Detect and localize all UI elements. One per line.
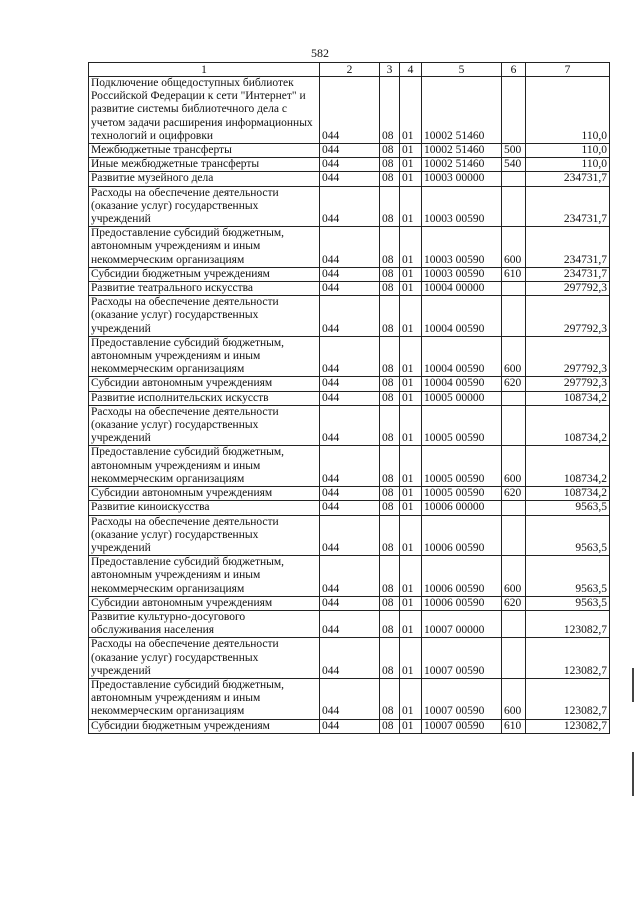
expense-name-cell: Развитие исполнительских искусств — [89, 391, 320, 405]
target-article-cell: 10004 00590 — [422, 377, 502, 391]
column-header: 3 — [380, 63, 400, 77]
expense-type-cell — [502, 638, 526, 679]
target-article-cell: 10006 00590 — [422, 515, 502, 556]
expense-name-cell: Развитие киноискусства — [89, 501, 320, 515]
expense-name-cell: Подключение общедоступных библиотек Российской Федерации к сети "Интернет" и развитие системы библиотечного дела с учетом задачи расширения информационных технологий и оцифровки — [89, 77, 320, 144]
table-row — [89, 336, 610, 377]
expense-type-cell — [502, 515, 526, 556]
target-article-cell: 10004 00000 — [422, 282, 502, 296]
subsection-code-cell: 01 — [400, 487, 422, 501]
amount-cell: 108734,2 — [526, 405, 610, 446]
table-row — [89, 77, 610, 144]
section-code-cell: 08 — [380, 172, 400, 186]
amount-cell: 9563,5 — [526, 596, 610, 610]
column-header: 5 — [422, 63, 502, 77]
subsection-code-cell: 01 — [400, 172, 422, 186]
target-article-cell: 10002 51460 — [422, 158, 502, 172]
budget-table — [88, 62, 610, 734]
expense-name-cell: Предоставление субсидий бюджетным, автономным учреждениям и иным некоммерческим организациям — [89, 336, 320, 377]
expense-name-cell: Расходы на обеспечение деятельности (оказание услуг) государственных учреждений — [89, 186, 320, 227]
expense-name-cell: Субсидии автономным учреждениям — [89, 377, 320, 391]
section-code-cell: 08 — [380, 446, 400, 487]
admin-code-cell: 044 — [320, 405, 380, 446]
admin-code-cell: 044 — [320, 144, 380, 158]
section-code-cell: 08 — [380, 186, 400, 227]
expense-name-cell: Развитие музейного дела — [89, 172, 320, 186]
column-header: 1 — [89, 63, 320, 77]
admin-code-cell: 044 — [320, 158, 380, 172]
expense-type-cell — [502, 405, 526, 446]
table-row — [89, 186, 610, 227]
table-row — [89, 501, 610, 515]
table-row — [89, 158, 610, 172]
target-article-cell: 10004 00590 — [422, 296, 502, 337]
section-code-cell: 08 — [380, 596, 400, 610]
expense-name-cell: Субсидии бюджетным учреждениям — [89, 267, 320, 281]
expense-type-cell: 610 — [502, 267, 526, 281]
expense-type-cell: 620 — [502, 487, 526, 501]
column-header: 4 — [400, 63, 422, 77]
scan-edge-mark — [632, 668, 634, 702]
expense-type-cell: 610 — [502, 719, 526, 733]
target-article-cell: 10005 00000 — [422, 391, 502, 405]
expense-name-cell: Расходы на обеспечение деятельности (оказание услуг) государственных учреждений — [89, 405, 320, 446]
target-article-cell: 10003 00590 — [422, 186, 502, 227]
target-article-cell: 10007 00000 — [422, 610, 502, 637]
column-header: 7 — [526, 63, 610, 77]
admin-code-cell: 044 — [320, 77, 380, 144]
expense-type-cell: 620 — [502, 596, 526, 610]
admin-code-cell: 044 — [320, 267, 380, 281]
amount-cell: 108734,2 — [526, 487, 610, 501]
amount-cell: 234731,7 — [526, 227, 610, 268]
subsection-code-cell: 01 — [400, 501, 422, 515]
admin-code-cell: 044 — [320, 377, 380, 391]
target-article-cell: 10005 00590 — [422, 405, 502, 446]
subsection-code-cell: 01 — [400, 267, 422, 281]
section-code-cell: 08 — [380, 719, 400, 733]
table-row — [89, 377, 610, 391]
expense-type-cell — [502, 172, 526, 186]
admin-code-cell: 044 — [320, 596, 380, 610]
subsection-code-cell: 01 — [400, 678, 422, 719]
expense-type-cell — [502, 77, 526, 144]
section-code-cell: 08 — [380, 515, 400, 556]
admin-code-cell: 044 — [320, 172, 380, 186]
target-article-cell: 10005 00590 — [422, 446, 502, 487]
target-article-cell: 10002 51460 — [422, 77, 502, 144]
admin-code-cell: 044 — [320, 296, 380, 337]
scan-edge-mark — [632, 752, 634, 796]
column-header: 6 — [502, 63, 526, 77]
expense-name-cell: Развитие театрального искусства — [89, 282, 320, 296]
subsection-code-cell: 01 — [400, 158, 422, 172]
amount-cell: 297792,3 — [526, 336, 610, 377]
section-code-cell: 08 — [380, 377, 400, 391]
table-row — [89, 678, 610, 719]
section-code-cell: 08 — [380, 282, 400, 296]
section-code-cell: 08 — [380, 144, 400, 158]
table-row — [89, 405, 610, 446]
expense-type-cell — [502, 282, 526, 296]
subsection-code-cell: 01 — [400, 515, 422, 556]
table-row — [89, 596, 610, 610]
expense-type-cell: 600 — [502, 678, 526, 719]
expense-name-cell: Расходы на обеспечение деятельности (оказание услуг) государственных учреждений — [89, 638, 320, 679]
subsection-code-cell: 01 — [400, 282, 422, 296]
admin-code-cell: 044 — [320, 487, 380, 501]
expense-type-cell — [502, 391, 526, 405]
subsection-code-cell: 01 — [400, 391, 422, 405]
target-article-cell: 10006 00590 — [422, 596, 502, 610]
amount-cell: 108734,2 — [526, 446, 610, 487]
admin-code-cell: 044 — [320, 515, 380, 556]
expense-type-cell — [502, 296, 526, 337]
expense-type-cell: 540 — [502, 158, 526, 172]
table-row — [89, 296, 610, 337]
subsection-code-cell: 01 — [400, 446, 422, 487]
column-number-header-row — [89, 63, 610, 77]
amount-cell: 110,0 — [526, 158, 610, 172]
amount-cell: 9563,5 — [526, 515, 610, 556]
table-row — [89, 267, 610, 281]
admin-code-cell: 044 — [320, 610, 380, 637]
admin-code-cell: 044 — [320, 501, 380, 515]
table-row — [89, 556, 610, 597]
target-article-cell: 10002 51460 — [422, 144, 502, 158]
amount-cell: 108734,2 — [526, 391, 610, 405]
amount-cell: 234731,7 — [526, 186, 610, 227]
section-code-cell: 08 — [380, 556, 400, 597]
admin-code-cell: 044 — [320, 336, 380, 377]
table-row — [89, 172, 610, 186]
amount-cell: 9563,5 — [526, 556, 610, 597]
amount-cell: 297792,3 — [526, 282, 610, 296]
table-row — [89, 227, 610, 268]
section-code-cell: 08 — [380, 678, 400, 719]
expense-name-cell: Предоставление субсидий бюджетным, автономным учреждениям и иным некоммерческим организациям — [89, 227, 320, 268]
subsection-code-cell: 01 — [400, 186, 422, 227]
amount-cell: 123082,7 — [526, 638, 610, 679]
amount-cell: 234731,7 — [526, 267, 610, 281]
target-article-cell: 10006 00590 — [422, 556, 502, 597]
amount-cell: 297792,3 — [526, 377, 610, 391]
section-code-cell: 08 — [380, 158, 400, 172]
admin-code-cell: 044 — [320, 719, 380, 733]
subsection-code-cell: 01 — [400, 227, 422, 268]
expense-type-cell: 600 — [502, 556, 526, 597]
admin-code-cell: 044 — [320, 282, 380, 296]
table-row — [89, 446, 610, 487]
table-row — [89, 487, 610, 501]
target-article-cell: 10005 00590 — [422, 487, 502, 501]
amount-cell: 110,0 — [526, 77, 610, 144]
section-code-cell: 08 — [380, 336, 400, 377]
section-code-cell: 08 — [380, 227, 400, 268]
amount-cell: 123082,7 — [526, 610, 610, 637]
subsection-code-cell: 01 — [400, 556, 422, 597]
expense-type-cell: 620 — [502, 377, 526, 391]
expense-name-cell: Расходы на обеспечение деятельности (оказание услуг) государственных учреждений — [89, 296, 320, 337]
page-number: 582 — [311, 46, 329, 60]
section-code-cell: 08 — [380, 638, 400, 679]
expense-type-cell: 600 — [502, 446, 526, 487]
subsection-code-cell: 01 — [400, 405, 422, 446]
amount-cell: 110,0 — [526, 144, 610, 158]
expense-name-cell: Предоставление субсидий бюджетным, автономным учреждениям и иным некоммерческим организациям — [89, 678, 320, 719]
subsection-code-cell: 01 — [400, 336, 422, 377]
subsection-code-cell: 01 — [400, 596, 422, 610]
admin-code-cell: 044 — [320, 678, 380, 719]
expense-type-cell: 600 — [502, 227, 526, 268]
target-article-cell: 10007 00590 — [422, 678, 502, 719]
expense-name-cell: Расходы на обеспечение деятельности (оказание услуг) государственных учреждений — [89, 515, 320, 556]
column-header: 2 — [320, 63, 380, 77]
section-code-cell: 08 — [380, 487, 400, 501]
section-code-cell: 08 — [380, 267, 400, 281]
admin-code-cell: 044 — [320, 391, 380, 405]
expense-type-cell: 500 — [502, 144, 526, 158]
section-code-cell: 08 — [380, 501, 400, 515]
subsection-code-cell: 01 — [400, 638, 422, 679]
table-row — [89, 282, 610, 296]
section-code-cell: 08 — [380, 405, 400, 446]
section-code-cell: 08 — [380, 77, 400, 144]
amount-cell: 123082,7 — [526, 719, 610, 733]
target-article-cell: 10004 00590 — [422, 336, 502, 377]
expense-name-cell: Субсидии автономным учреждениям — [89, 596, 320, 610]
target-article-cell: 10003 00590 — [422, 227, 502, 268]
expense-name-cell: Предоставление субсидий бюджетным, автономным учреждениям и иным некоммерческим организациям — [89, 556, 320, 597]
section-code-cell: 08 — [380, 610, 400, 637]
expense-type-cell — [502, 610, 526, 637]
expense-name-cell: Развитие культурно-досугового обслуживания населения — [89, 610, 320, 637]
subsection-code-cell: 01 — [400, 377, 422, 391]
expense-name-cell: Предоставление субсидий бюджетным, автономным учреждениям и иным некоммерческим организациям — [89, 446, 320, 487]
admin-code-cell: 044 — [320, 186, 380, 227]
expense-name-cell: Субсидии автономным учреждениям — [89, 487, 320, 501]
admin-code-cell: 044 — [320, 446, 380, 487]
expense-name-cell: Межбюджетные трансферты — [89, 144, 320, 158]
expense-name-cell: Субсидии бюджетным учреждениям — [89, 719, 320, 733]
target-article-cell: 10007 00590 — [422, 719, 502, 733]
expense-type-cell — [502, 186, 526, 227]
admin-code-cell: 044 — [320, 556, 380, 597]
table-body — [89, 77, 610, 734]
expense-type-cell — [502, 501, 526, 515]
subsection-code-cell: 01 — [400, 296, 422, 337]
amount-cell: 297792,3 — [526, 296, 610, 337]
expense-type-cell: 600 — [502, 336, 526, 377]
subsection-code-cell: 01 — [400, 144, 422, 158]
subsection-code-cell: 01 — [400, 610, 422, 637]
amount-cell: 9563,5 — [526, 501, 610, 515]
admin-code-cell: 044 — [320, 638, 380, 679]
table-row — [89, 638, 610, 679]
section-code-cell: 08 — [380, 391, 400, 405]
expense-name-cell: Иные межбюджетные трансферты — [89, 158, 320, 172]
amount-cell: 234731,7 — [526, 172, 610, 186]
amount-cell: 123082,7 — [526, 678, 610, 719]
target-article-cell: 10006 00000 — [422, 501, 502, 515]
target-article-cell: 10003 00590 — [422, 267, 502, 281]
table-row — [89, 719, 610, 733]
table-row — [89, 610, 610, 637]
target-article-cell: 10003 00000 — [422, 172, 502, 186]
subsection-code-cell: 01 — [400, 719, 422, 733]
subsection-code-cell: 01 — [400, 77, 422, 144]
table-row — [89, 144, 610, 158]
section-code-cell: 08 — [380, 296, 400, 337]
table-row — [89, 391, 610, 405]
admin-code-cell: 044 — [320, 227, 380, 268]
table-row — [89, 515, 610, 556]
target-article-cell: 10007 00590 — [422, 638, 502, 679]
